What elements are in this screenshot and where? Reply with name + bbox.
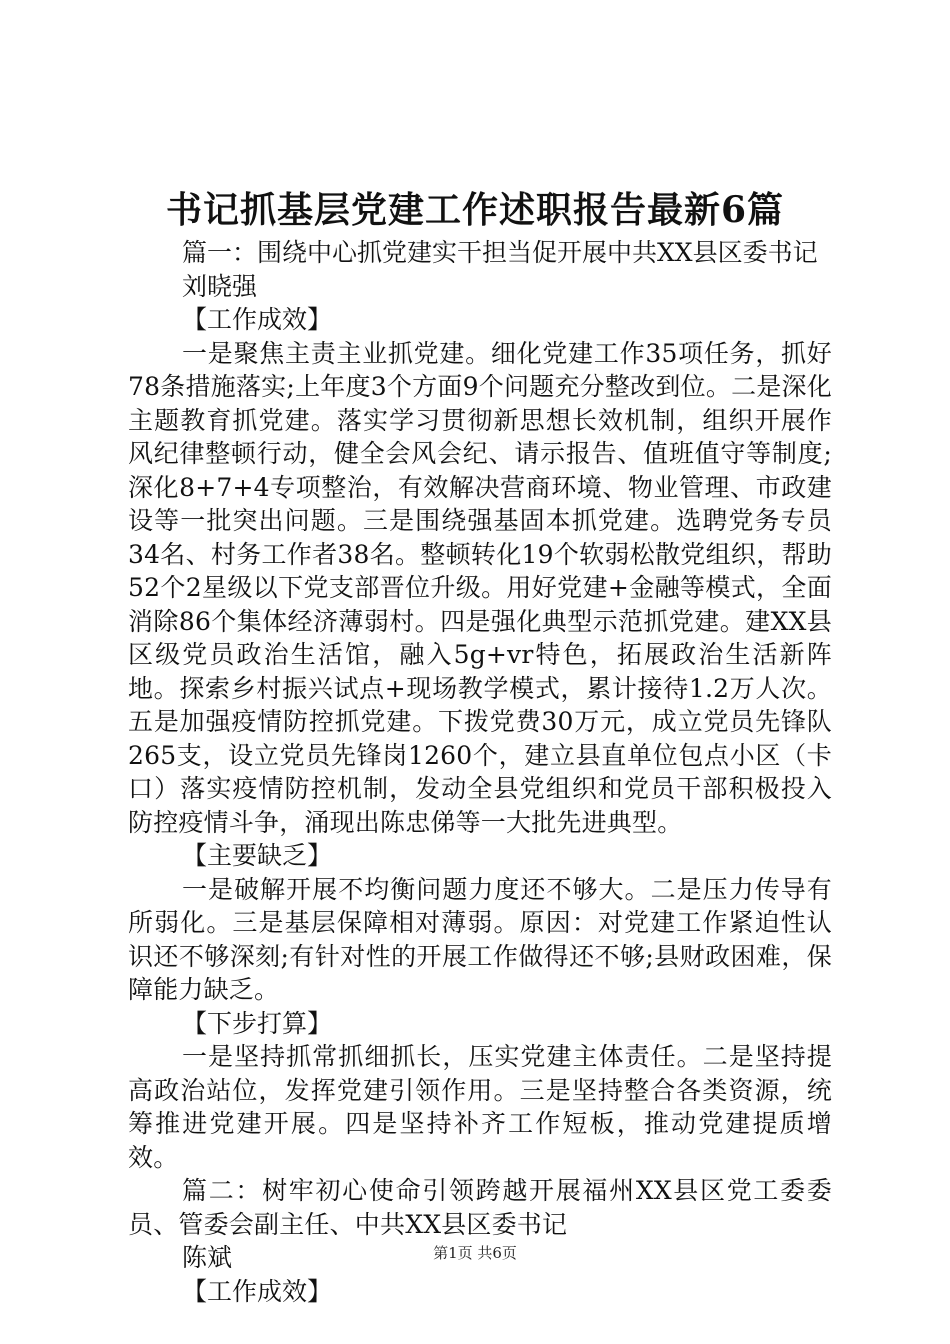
document-title: 书记抓基层党建工作述职报告最新6篇 [165,189,785,231]
article2-author: 陈斌 [182,1243,233,1272]
section-heading-achievements: 【工作成效】 [182,305,333,334]
article1-author: 刘晓强 [182,271,258,301]
document-body [128,236,832,1308]
article1-heading: 篇一：围绕中心抓党建实干担当促开展中共XX县区委书记 [182,238,818,267]
section-body-achievements: 一是聚焦主责主业抓党建。细化党建工作35项任务，抓好78条措施落实;上年度3个方面9个问题充分整改到位。二是深化主题教育抓党建。落实学习贯彻新思想长效机制，组织开展作风纪律整顿行动，健全会风会纪、请示报告、值班值守等制度;深化8+7+4专项整治，有效解决营商环境、物业管理、市政建设等一批突出问题。三是围绕强基固本抓党建。选聘党务专员34名、村务工作者38名。整顿转化19个软弱松散党组织，帮助52个2星级以下党支部晋位升级。用好党建+金融等模式，全面消除86个集体经济薄弱村。四是强化典型示范抓党建。建XX县区级党员政治生活馆，融入5g+vr特色，拓展政治生活新阵地。探索乡村振兴试点+现场教学模式，累计接待1.2万人次。五是加强疫情防控抓党建。下拨党费30万元，成立党员先锋队265支，设立党员先锋岗1260个，建立县直单位包点小区（卡口）落实疫情防控机制，发动全县党组织和党员干部积极投入防控疫情斗争，涌现出陈忠俤等一大批先进典型。 [128,338,832,837]
section-heading-shortcomings: 【主要缺乏】 [182,841,333,870]
section-body-next-steps: 一是坚持抓常抓细抓长，压实党建主体责任。二是坚持提高政治站位，发挥党建引领作用。三是坚持整合各类资源，统筹推进党建开展。四是坚持补齐工作短板，推动党建提质增效。 [128,1042,832,1172]
article2-heading: 篇二：树牢初心使命引领跨越开展福州XX县区党工委委员、管委会副主任、中共XX县区委书记 [128,1176,832,1239]
page-number-footer: 第1页 共6页 [433,1244,517,1262]
section-heading-achievements-2: 【工作成效】 [182,1276,333,1306]
section-heading-next-steps: 【下步打算】 [182,1008,333,1038]
section-body-shortcomings: 一是破解开展不均衡问题力度还不够大。二是压力传导有所弱化。三是基层保障相对薄弱。原因：对党建工作紧迫性认识还不够深刻;有针对性的开展工作做得还不够;县财政困难，保障能力缺乏。 [128,874,832,1004]
